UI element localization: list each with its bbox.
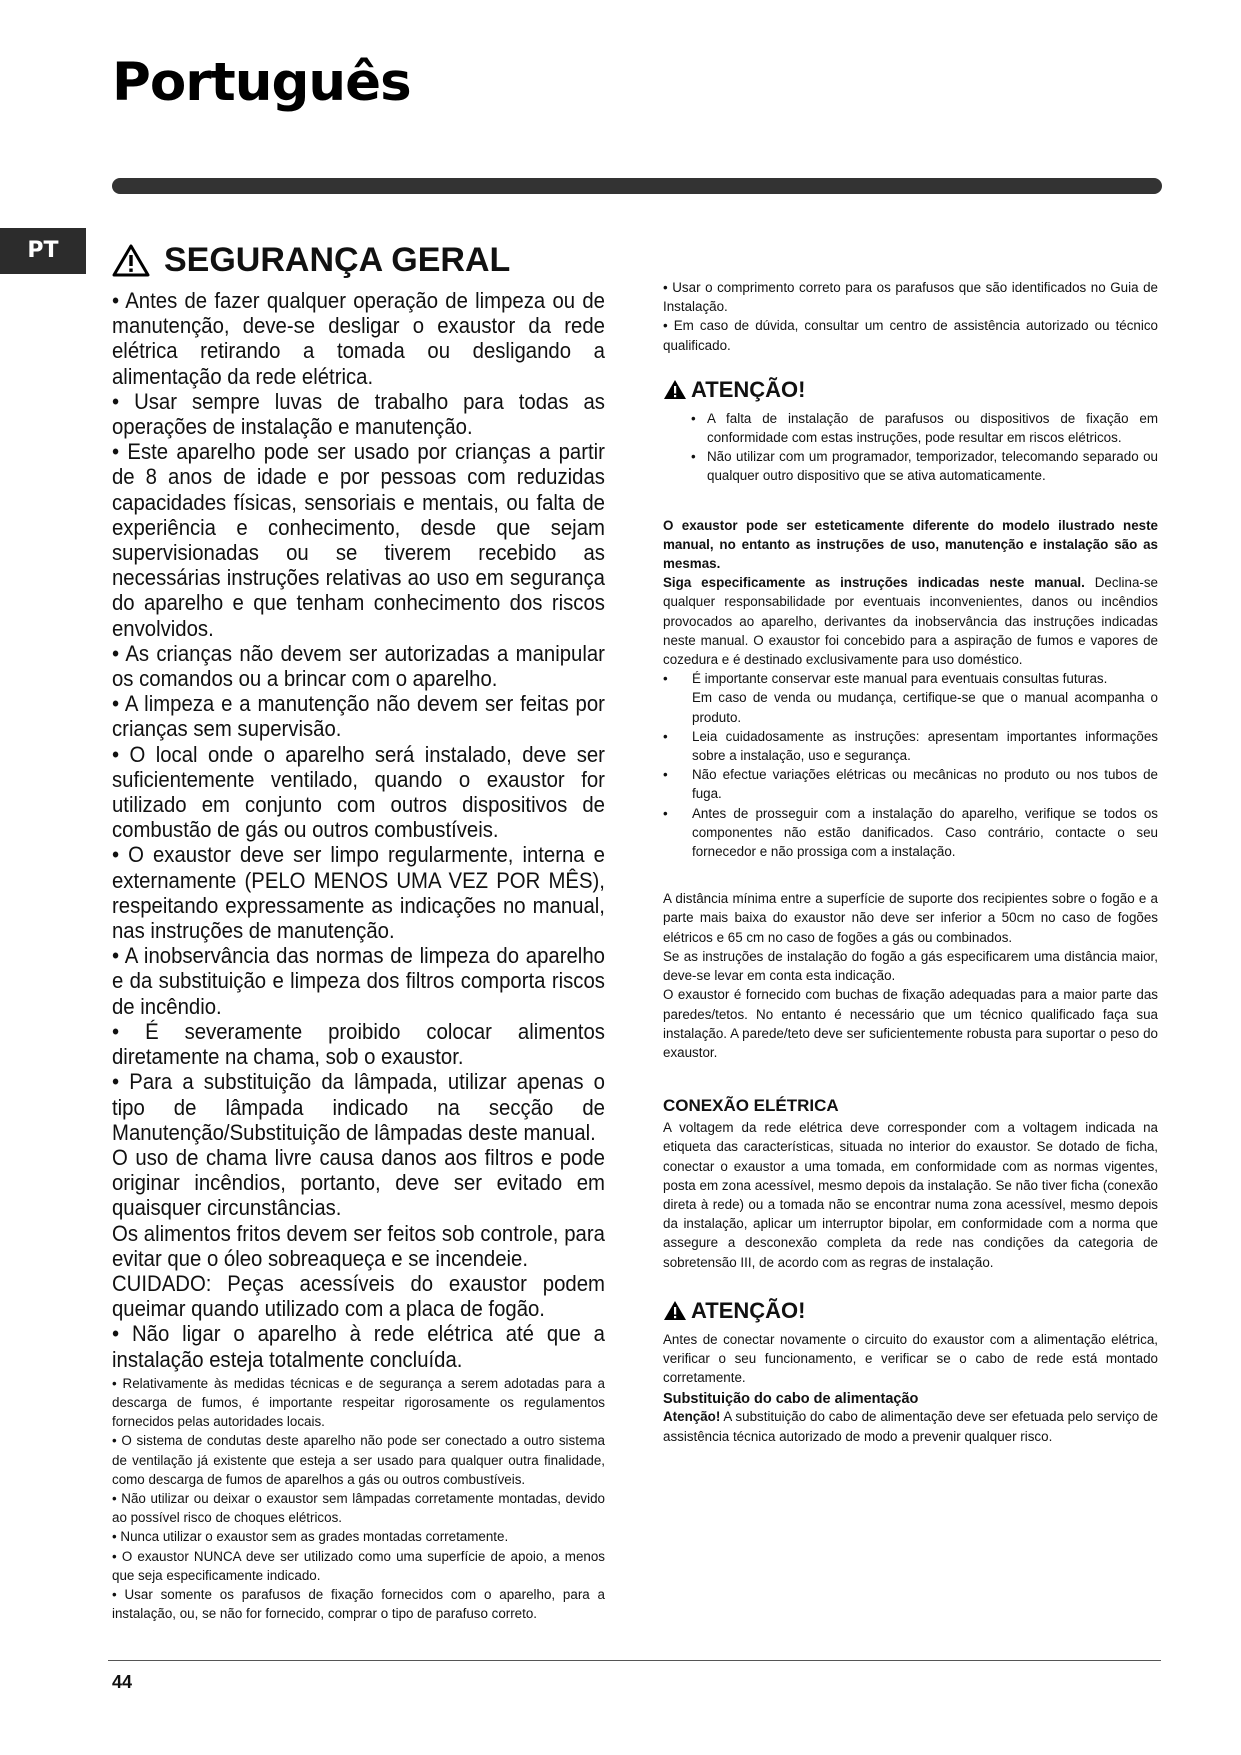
safety-heading-text: SEGURANÇA GERAL bbox=[164, 240, 511, 279]
attention-heading bbox=[663, 375, 1158, 405]
footer-divider bbox=[108, 1660, 1161, 1661]
attention-paragraph: Antes de conectar novamente o circuito do exaustor com a alimentação elétrica, verificar o seu funcionamento, e verificar se o cabo de rede está montado corretamente. bbox=[663, 1331, 1158, 1386]
cable-heading: Substituição do cabo de alimentação bbox=[663, 1391, 919, 1408]
list-item: • Não utilizar com um programador, temporizador, telecomando separado ou qualquer outro dispositivo que se ativa automaticamente. bbox=[691, 449, 1158, 484]
page-title: Português bbox=[112, 52, 411, 113]
safety-continued-paragraph: • Em caso de dúvida, consultar um centro de assistência autorizado ou técnico qualificado. bbox=[663, 318, 1158, 353]
safety-small-paragraph: • Não utilizar ou deixar o exaustor sem lâmpadas corretamente montadas, devido ao possível risco de choques elétricos. bbox=[112, 1490, 605, 1526]
warning-triangle-filled-icon bbox=[663, 379, 687, 400]
attention-title: ATENÇÃO! bbox=[691, 376, 806, 402]
warning-triangle-filled-icon bbox=[663, 1300, 687, 1321]
list-item-text: A falta de instalação de parafusos ou dispositivos de fixação em conformidade com estas instruções, pode resultar em riscos elétricos. bbox=[707, 410, 1158, 446]
model-note-lead: Siga especificamente as instruções indicadas neste manual. bbox=[663, 575, 1085, 591]
cable-text: A substituição do cabo de alimentação deve ser efetuada pelo serviço de assistência técnica autorizado de modo a prevenir qualquer risco. bbox=[663, 1409, 1158, 1444]
model-note-rest: Declina-se qualquer responsabilidade por eventuais inconvenientes, danos ou incêndios provocados ao aparelho, derivantes da inobservância das instruções indicadas neste manual. O exaustor foi concebido para a aspiração de fumos e vapores de cozedura e é destinado exclusivamente para uso doméstico. bbox=[663, 575, 1159, 668]
list-item: • Antes de prosseguir com a instalação do aparelho, verifique se todos os componentes não estão danificados. Caso contrário, contacte o seu fornecedor e não prossiga com a instalação. bbox=[663, 805, 1158, 860]
attention-list bbox=[663, 409, 1158, 486]
list-item-text: Não efectue variações elétricas ou mecânicas no produto ou nos tubos de fuga. bbox=[692, 767, 1158, 802]
safety-paragraph: • O local onde o aparelho será instalado, deve ser suficientemente ventilado, quando o exaustor for utilizado em conjunto com outros dispositivos de combustão de gás ou outros combustíveis. bbox=[112, 741, 605, 843]
attention-heading bbox=[663, 1296, 1158, 1326]
distance-paragraph: Se as instruções de instalação do fogão a gás especificarem uma distância maior, deve-se levar em conta esta indicação. bbox=[663, 948, 1158, 984]
safety-continued-paragraph: • Usar o comprimento correto para os parafusos que são identificados no Guia de Instalação. bbox=[663, 280, 1158, 315]
safety-paragraph: O uso de chama livre causa danos aos filtros e pode originar incêndios, portanto, deve ser evitado em quaisquer circunstâncias. bbox=[112, 1144, 605, 1221]
list-item-text: É importante conservar este manual para eventuais consultas futuras. bbox=[692, 671, 1108, 687]
safety-paragraph: • Este aparelho pode ser usado por crianças a partir de 8 anos de idade e por pessoas com reduzidas capacidades físicas, sensoriais e mentais, ou falta de experiência e conhecimento, desde que sejam supervisionadas ou se tiverem recebido as necessárias instruções relativas ao uso em segurança do aparelho e que tenham conhecimento dos riscos envolvidos. bbox=[112, 439, 605, 641]
safety-paragraph: • Usar sempre luvas de trabalho para todas as operações de instalação e manutenção. bbox=[112, 388, 605, 440]
safety-small-paragraph: • Relativamente às medidas técnicas e de segurança a serem adotadas para a descarga de fumos, é importante respeitar rigorosamente os regulamentos fornecidos pelas autoridades locais. bbox=[112, 1375, 605, 1430]
safety-heading bbox=[112, 238, 605, 282]
safety-small-list bbox=[112, 1374, 605, 1624]
safety-small-paragraph: • Usar somente os parafusos de fixação fornecidos com o aparelho, para a instalação, ou, se não for fornecido, comprar o tipo de parafuso correto. bbox=[112, 1586, 605, 1622]
safety-small-paragraph: • Nunca utilizar o exaustor sem as grades montadas corretamente. bbox=[112, 1529, 509, 1545]
safety-paragraph: Os alimentos fritos devem ser feitos sob controle, para evitar que o óleo sobreaqueça e se incendeie. bbox=[112, 1220, 605, 1271]
distance-paragraph: O exaustor é fornecido com buchas de fixação adequadas para a maior parte das paredes/tetos. No entanto é necessário que um técnico qualificado faça sua instalação. A parede/teto deve ser suficientemente robusta para suportar o peso do exaustor. bbox=[663, 987, 1158, 1060]
safety-main-list bbox=[112, 288, 605, 1372]
safety-paragraph: • Para a substituição da lâmpada, utilizar apenas o tipo de lâmpada indicado na secção de Manutenção/Substituição de lâmpadas deste manual. bbox=[112, 1069, 605, 1145]
list-item-text: Não utilizar com um programador, temporizador, telecomando separado ou qualquer outro dispositivo que se ativa automaticamente. bbox=[707, 449, 1158, 484]
left-column bbox=[112, 238, 605, 1623]
safety-small-paragraph: • O exaustor NUNCA deve ser utilizado como uma superfície de apoio, a menos que seja especificamente indicado. bbox=[112, 1548, 605, 1583]
page-number: 44 bbox=[112, 1672, 133, 1692]
cable-lead: Atenção! bbox=[663, 1409, 721, 1425]
list-item: • Leia cuidadosamente as instruções: apresentam importantes informações sobre a instalação, uso e segurança. bbox=[663, 728, 1158, 764]
distance-paragraph: A distância mínima entre a superfície de suporte dos recipientes sobre o fogão e a parte mais baixa do exaustor não deve ser inferior a 50cm no caso de fogões elétricos e 65 cm no caso de fogões a gás ou combinados. bbox=[663, 891, 1158, 945]
list-item-text: Leia cuidadosamente as instruções: apresentam importantes informações sobre a instalação, uso e segurança. bbox=[692, 728, 1158, 764]
safety-paragraph: • As crianças não devem ser autorizadas a manipular os comandos ou a brincar com o aparelho. bbox=[112, 640, 605, 692]
model-note-bold: O exaustor pode ser esteticamente diferente do modelo ilustrado neste manual, no entanto as instruções de uso, manutenção e instalação são as mesmas. bbox=[663, 517, 1158, 572]
language-tab: PT bbox=[0, 228, 86, 274]
list-item: • É importante conservar este manual para eventuais consultas futuras. Em caso de venda ou mudança, certifique-se que o manual acompanha o produto. bbox=[663, 671, 1158, 725]
list-item: • A falta de instalação de parafusos ou dispositivos de fixação em conformidade com estas instruções, pode resultar em riscos elétricos. bbox=[691, 410, 1158, 446]
attention-title: ATENÇÃO! bbox=[691, 1297, 806, 1323]
safety-paragraph: • É severamente proibido colocar alimentos diretamente na chama, sob o exaustor. bbox=[112, 1018, 605, 1070]
right-column bbox=[663, 278, 1158, 1446]
safety-paragraph: • Antes de fazer qualquer operação de limpeza ou de manutenção, deve-se desligar o exaustor da rede elétrica retirando a tomada ou desligando a alimentação da rede elétrica. bbox=[112, 288, 605, 389]
electrical-paragraph: A voltagem da rede elétrica deve corresponder com a voltagem indicada na etiqueta das características, situada no interior do exaustor. Se dotado de ficha, conectar o exaustor a uma tomada, em conformidade com as normas vigentes, posta em zona acessível, mesmo depois da instalação. Se não tiver ficha (conexão direta à rede) ou a tomada não se encontrar numa zona acessível, mesmo depois da instalação, aplicar um interruptor bipolar, em conformidade com a norma que assegure a desconexão completa da rede nas condições da categoria de sobretensão III, de acordo com as regras de instalação. bbox=[663, 1120, 1158, 1270]
safety-paragraph: • Não ligar o aparelho à rede elétrica até que a instalação esteja totalmente concluída. bbox=[112, 1321, 605, 1372]
safety-paragraph: • O exaustor deve ser limpo regularmente, interna e externamente (PELO MENOS UMA VEZ POR MÊS), respeitando expressamente as indicações no manual, nas instruções de manutenção. bbox=[112, 842, 605, 944]
safety-paragraph: • A limpeza e a manutenção não devem ser feitas por crianças sem supervisão. bbox=[112, 691, 605, 742]
model-note-list bbox=[663, 669, 1158, 861]
safety-small-paragraph: • O sistema de condutas deste aparelho não pode ser conectado a outro sistema de ventilação já existente que esteja a ser usado para qualquer outra finalidade, como descarga de fumos de aparelhos a gás ou outros combustíveis. bbox=[112, 1433, 605, 1487]
cable-paragraph bbox=[663, 1407, 1158, 1445]
warning-triangle-outline-icon bbox=[112, 243, 150, 277]
safety-paragraph: CUIDADO: Peças acessíveis do exaustor podem queimar quando utilizado com a placa de fogão. bbox=[112, 1270, 605, 1322]
electrical-heading: CONEXÃO ELÉTRICA bbox=[663, 1096, 839, 1116]
safety-paragraph: • A inobservância das normas de limpeza do aparelho e da substituição e limpeza dos filtros comporta riscos de incêndio. bbox=[112, 943, 605, 1019]
list-item: • Não efectue variações elétricas ou mecânicas no produto ou nos tubos de fuga. bbox=[663, 767, 1158, 802]
list-item-text: Antes de prosseguir com a instalação do aparelho, verifique se todos os componentes não estão danificados. Caso contrário, contacte o seu fornecedor e não prossiga com a instalação. bbox=[692, 805, 1158, 860]
list-item-extra: Em caso de venda ou mudança, certifique-se que o manual acompanha o produto. bbox=[692, 690, 1158, 725]
model-note-paragraph bbox=[663, 573, 1158, 669]
header-divider bbox=[112, 178, 1162, 194]
